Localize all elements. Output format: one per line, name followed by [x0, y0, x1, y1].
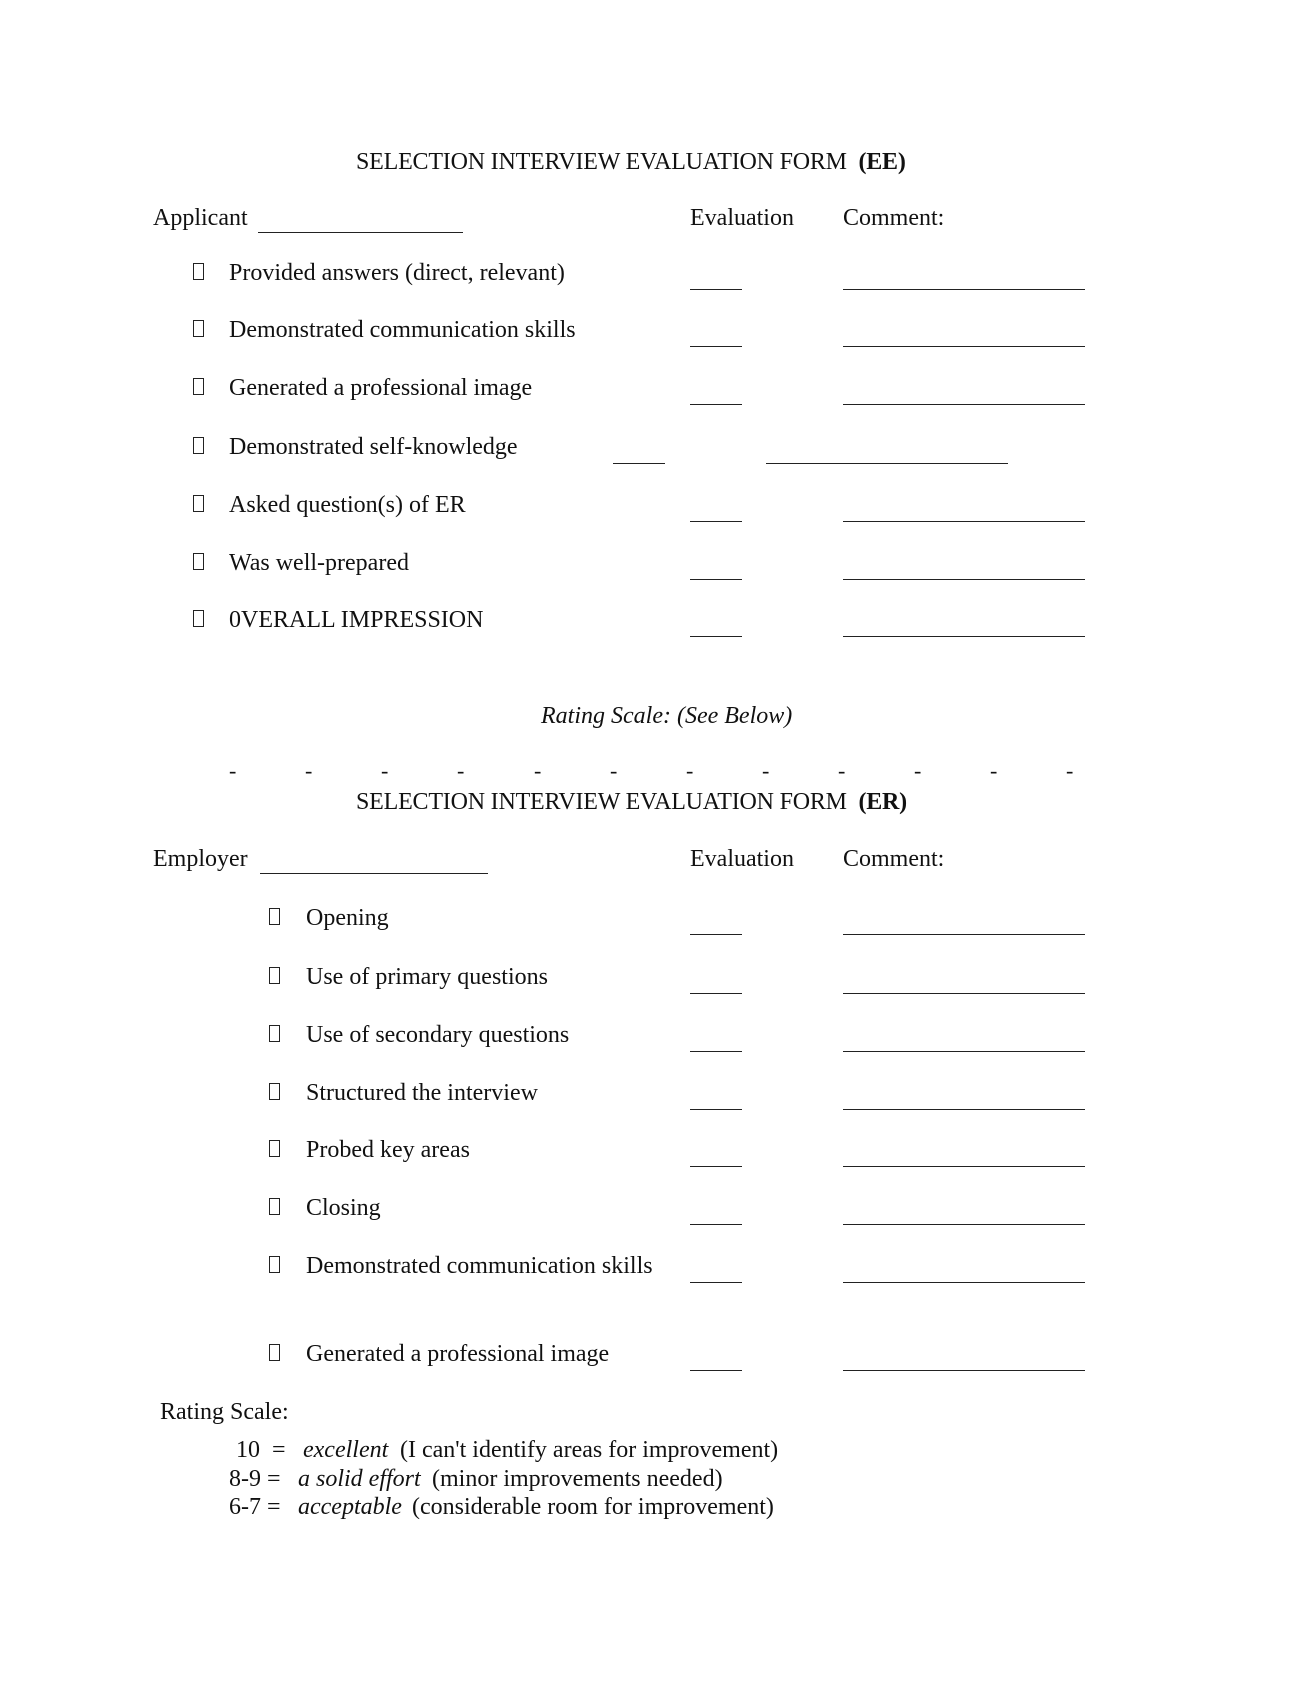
employer-label: Employer [153, 846, 248, 872]
separator-dash: - [457, 758, 465, 783]
er-evaluation-field[interactable] [690, 1109, 742, 1110]
ee-item-label: Was well-prepared [229, 550, 409, 576]
er-item-checkbox[interactable] [269, 1256, 280, 1273]
ee-evaluation-field[interactable] [613, 463, 665, 464]
er-item-label: Generated a professional image [306, 1341, 610, 1367]
er-evaluation-field[interactable] [690, 1051, 742, 1052]
er-comment-field[interactable] [843, 1166, 1085, 1167]
rating-score: 8-9 = [229, 1466, 281, 1492]
er-comment-header: Comment: [843, 846, 945, 872]
ee-item-label: Generated a professional image [229, 375, 533, 401]
separator-dash: - [534, 758, 542, 783]
ee-item-label: 0VERALL IMPRESSION [229, 607, 484, 633]
ee-evaluation-field[interactable] [690, 404, 742, 405]
employer-field[interactable] [260, 873, 488, 874]
ee-item-label: Demonstrated self-knowledge [229, 434, 518, 460]
ee-form-title-tag: (EE) [858, 149, 906, 175]
ee-evaluation-field[interactable] [690, 346, 742, 347]
er-comment-field[interactable] [843, 934, 1085, 935]
ee-item-checkbox[interactable] [193, 378, 204, 395]
ee-evaluation-field[interactable] [690, 289, 742, 290]
er-item-label: Closing [306, 1195, 381, 1221]
er-form-title-text: SELECTION INTERVIEW EVALUATION FORM [356, 789, 847, 815]
er-evaluation-field[interactable] [690, 1224, 742, 1225]
rating-term: a solid effort [298, 1466, 421, 1492]
er-comment-field[interactable] [843, 1109, 1085, 1110]
ee-item-checkbox[interactable] [193, 320, 204, 337]
ee-comment-field[interactable] [843, 289, 1085, 290]
ee-form-title [356, 150, 906, 174]
ee-comment-header: Comment: [843, 205, 945, 231]
er-comment-field[interactable] [843, 993, 1085, 994]
separator-dash: - [762, 758, 770, 783]
er-comment-field[interactable] [843, 1224, 1085, 1225]
separator-dash: - [381, 758, 389, 783]
er-item-checkbox[interactable] [269, 1344, 280, 1361]
er-form-title [356, 790, 907, 814]
er-comment-field[interactable] [843, 1370, 1085, 1371]
ee-item-checkbox[interactable] [193, 263, 204, 280]
rating-description: (I can't identify areas for improvement) [400, 1437, 779, 1463]
er-evaluation-field[interactable] [690, 993, 742, 994]
ee-comment-field[interactable] [843, 346, 1085, 347]
separator-dash: - [610, 758, 618, 783]
separator-dash: - [1066, 758, 1074, 783]
rating-score: 10 = [236, 1437, 286, 1463]
applicant-field[interactable] [258, 232, 463, 233]
er-form-title-tag: (ER) [858, 789, 907, 815]
rating-score: 6-7 = [229, 1494, 281, 1520]
er-item-checkbox[interactable] [269, 1198, 280, 1215]
separator-dash: - [838, 758, 846, 783]
er-item-label: Use of primary questions [306, 964, 548, 990]
rating-scale-heading: Rating Scale: [160, 1399, 289, 1425]
ee-rating-note: Rating Scale: (See Below) [541, 703, 793, 729]
ee-item-label: Demonstrated communication skills [229, 317, 576, 343]
rating-term: excellent [303, 1437, 389, 1463]
applicant-label: Applicant [153, 205, 248, 231]
er-comment-field[interactable] [843, 1282, 1085, 1283]
ee-item-checkbox[interactable] [193, 610, 204, 627]
er-item-label: Opening [306, 905, 389, 931]
er-item-label: Structured the interview [306, 1080, 538, 1106]
er-evaluation-field[interactable] [690, 1166, 742, 1167]
ee-evaluation-field[interactable] [690, 521, 742, 522]
ee-evaluation-field[interactable] [690, 636, 742, 637]
separator-dash: - [686, 758, 694, 783]
er-item-checkbox[interactable] [269, 1083, 280, 1100]
er-item-label: Probed key areas [306, 1137, 470, 1163]
ee-evaluation-header: Evaluation [690, 205, 794, 231]
ee-comment-field[interactable] [843, 521, 1085, 522]
separator-dash: - [305, 758, 313, 783]
er-evaluation-field[interactable] [690, 1282, 742, 1283]
ee-comment-field[interactable] [843, 636, 1085, 637]
er-comment-field[interactable] [843, 1051, 1085, 1052]
er-item-checkbox[interactable] [269, 908, 280, 925]
ee-evaluation-field[interactable] [690, 579, 742, 580]
er-evaluation-field[interactable] [690, 1370, 742, 1371]
ee-item-label: Provided answers (direct, relevant) [229, 260, 565, 286]
separator-dash: - [914, 758, 922, 783]
ee-item-checkbox[interactable] [193, 553, 204, 570]
ee-item-checkbox[interactable] [193, 437, 204, 454]
ee-form-title-text: SELECTION INTERVIEW EVALUATION FORM [356, 149, 847, 175]
er-item-label: Demonstrated communication skills [306, 1253, 653, 1279]
ee-comment-field[interactable] [843, 579, 1085, 580]
ee-item-checkbox[interactable] [193, 495, 204, 512]
separator-dash: - [229, 758, 237, 783]
ee-comment-field[interactable] [843, 404, 1085, 405]
er-item-checkbox[interactable] [269, 1025, 280, 1042]
er-evaluation-header: Evaluation [690, 846, 794, 872]
ee-comment-field[interactable] [766, 463, 1008, 464]
rating-description: (considerable room for improvement) [412, 1494, 774, 1520]
er-evaluation-field[interactable] [690, 934, 742, 935]
separator-dash: - [990, 758, 998, 783]
er-item-label: Use of secondary questions [306, 1022, 570, 1048]
rating-term: acceptable [298, 1494, 402, 1520]
er-item-checkbox[interactable] [269, 1140, 280, 1157]
er-item-checkbox[interactable] [269, 967, 280, 984]
ee-item-label: Asked question(s) of ER [229, 492, 466, 518]
rating-description: (minor improvements needed) [432, 1466, 723, 1492]
